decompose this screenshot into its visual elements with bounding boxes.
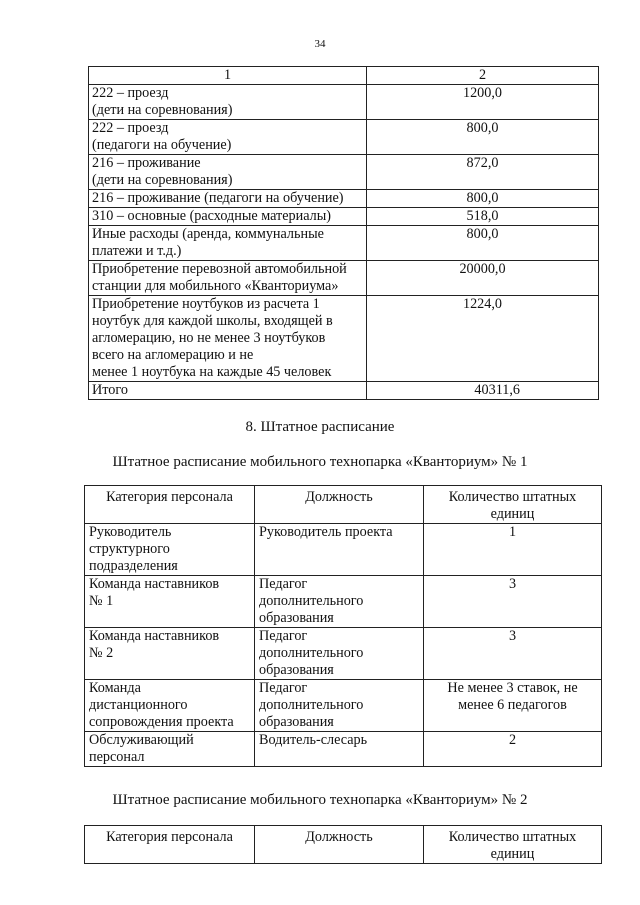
cell-line: Не менее 3 ставок, не bbox=[447, 680, 578, 696]
staff-category bbox=[85, 524, 255, 576]
staff-count bbox=[424, 524, 602, 576]
table-row bbox=[85, 524, 602, 576]
expense-value: 1224,0 bbox=[367, 296, 599, 382]
staff-position bbox=[255, 628, 424, 680]
cell-line: Педагог bbox=[259, 576, 308, 592]
header-line: единиц bbox=[490, 846, 535, 862]
expense-item bbox=[89, 85, 367, 120]
table-row bbox=[89, 155, 599, 190]
header-line: Категория персонала bbox=[106, 489, 233, 505]
total-row bbox=[89, 382, 599, 400]
header-line: Должность bbox=[305, 829, 373, 845]
staff-category bbox=[85, 732, 255, 767]
header-line: Количество штатных bbox=[448, 489, 577, 505]
expense-item-line: платежи и т.д.) bbox=[92, 243, 182, 259]
header-position bbox=[255, 826, 424, 864]
cell-line: структурного bbox=[89, 541, 170, 557]
header-line: единиц bbox=[490, 506, 535, 522]
expense-item-line: 222 – проезд bbox=[92, 85, 169, 101]
cell-line: персонал bbox=[89, 749, 145, 765]
table-row bbox=[89, 190, 599, 208]
expense-item-line: Приобретение перевозной автомобильной bbox=[92, 261, 347, 277]
cell-line: 3 bbox=[508, 628, 517, 644]
cell-line: 3 bbox=[508, 576, 517, 592]
header-line: Количество штатных bbox=[448, 829, 577, 845]
cell-line: Команда наставников bbox=[89, 628, 220, 644]
cell-line: дополнительного bbox=[259, 593, 364, 609]
cell-line: Обслуживающий bbox=[89, 732, 194, 748]
staff-count bbox=[424, 576, 602, 628]
cell-line: 1 bbox=[508, 524, 517, 540]
staff-position bbox=[255, 524, 424, 576]
total-value: 40311,6 bbox=[367, 382, 599, 400]
expense-item bbox=[89, 155, 367, 190]
header-position bbox=[255, 486, 424, 524]
staff-position bbox=[255, 732, 424, 767]
cell-line: Педагог bbox=[259, 680, 308, 696]
expense-item-line: (педагоги на обучение) bbox=[92, 137, 232, 153]
staff-table-1-title: Штатное расписание мобильного технопарка «Кванториум» № 1 bbox=[112, 454, 528, 470]
expense-item bbox=[89, 120, 367, 155]
budget-header-row bbox=[89, 67, 599, 85]
staff-count bbox=[424, 628, 602, 680]
staff-count bbox=[424, 680, 602, 732]
cell-line: сопровождения проекта bbox=[89, 714, 234, 730]
cell-line: Команда наставников bbox=[89, 576, 220, 592]
expense-item-line: Приобретение ноутбуков из расчета 1 bbox=[92, 296, 320, 312]
expense-item-line: (дети на соревнования) bbox=[92, 102, 233, 118]
expense-item bbox=[89, 190, 367, 208]
table-row bbox=[89, 85, 599, 120]
expense-value: 800,0 bbox=[367, 120, 599, 155]
staff-count bbox=[424, 732, 602, 767]
budget-table bbox=[88, 66, 599, 400]
expense-item-line: всего на агломерацию и не bbox=[92, 347, 254, 363]
cell-line: дополнительного bbox=[259, 645, 364, 661]
expense-value: 518,0 bbox=[367, 208, 599, 226]
staff-table-2 bbox=[84, 825, 602, 864]
table-row bbox=[89, 226, 599, 261]
expense-value: 800,0 bbox=[367, 226, 599, 261]
staff-category bbox=[85, 680, 255, 732]
expense-value: 872,0 bbox=[367, 155, 599, 190]
cell-line: образования bbox=[259, 714, 334, 730]
table-row bbox=[85, 576, 602, 628]
staff-header-row bbox=[85, 486, 602, 524]
table-row bbox=[89, 120, 599, 155]
header-count bbox=[424, 826, 602, 864]
cell-line: 2 bbox=[508, 732, 517, 748]
expense-item-line: (дети на соревнования) bbox=[92, 172, 233, 188]
staff-category bbox=[85, 628, 255, 680]
table-row bbox=[85, 680, 602, 732]
header-line: Должность bbox=[305, 489, 373, 505]
expense-item bbox=[89, 261, 367, 296]
header-category bbox=[85, 486, 255, 524]
cell-line: Руководитель bbox=[89, 524, 172, 540]
cell-line: № 1 bbox=[89, 593, 114, 609]
header-line: Категория персонала bbox=[106, 829, 233, 845]
expense-item-line: 216 – проживание (педагоги на обучение) bbox=[92, 190, 344, 206]
table-row bbox=[89, 296, 599, 382]
staff-table-2-title: Штатное расписание мобильного технопарка «Кванториум» № 2 bbox=[112, 792, 528, 808]
expense-value: 20000,0 bbox=[367, 261, 599, 296]
cell-line: дополнительного bbox=[259, 697, 364, 713]
cell-line: образования bbox=[259, 610, 334, 626]
staff-header-row bbox=[85, 826, 602, 864]
expense-value: 800,0 bbox=[367, 190, 599, 208]
budget-header-col-2: 2 bbox=[367, 67, 599, 85]
table-row bbox=[85, 628, 602, 680]
header-count bbox=[424, 486, 602, 524]
cell-line: менее 6 педагогов bbox=[458, 697, 567, 713]
expense-item-line: ноутбук для каждой школы, входящей в bbox=[92, 313, 333, 329]
expense-item-line: 216 – проживание bbox=[92, 155, 201, 171]
page-number: 34 bbox=[314, 38, 326, 50]
cell-line: Педагог bbox=[259, 628, 308, 644]
cell-line: Команда bbox=[89, 680, 141, 696]
budget-header-col-1: 1 bbox=[89, 67, 367, 85]
cell-line: дистанционного bbox=[89, 697, 188, 713]
staff-table-1 bbox=[84, 485, 602, 767]
table-row bbox=[85, 732, 602, 767]
expense-item bbox=[89, 226, 367, 261]
total-label: Итого bbox=[89, 382, 367, 400]
table-row bbox=[89, 208, 599, 226]
staff-category bbox=[85, 576, 255, 628]
cell-line: Водитель-слесарь bbox=[259, 732, 368, 748]
staff-position bbox=[255, 680, 424, 732]
expense-item bbox=[89, 208, 367, 226]
expense-item bbox=[89, 296, 367, 382]
section-title: 8. Штатное расписание bbox=[245, 419, 395, 435]
expense-item-line: агломерацию, но не менее 3 ноутбуков bbox=[92, 330, 326, 346]
expense-item-line: 310 – основные (расходные материалы) bbox=[92, 208, 331, 224]
expense-item-line: станции для мобильного «Кванториума» bbox=[92, 278, 339, 294]
cell-line: Руководитель проекта bbox=[259, 524, 393, 540]
cell-line: № 2 bbox=[89, 645, 114, 661]
table-row bbox=[89, 261, 599, 296]
header-category bbox=[85, 826, 255, 864]
expense-item-line: менее 1 ноутбука на каждые 45 человек bbox=[92, 364, 332, 380]
staff-position bbox=[255, 576, 424, 628]
cell-line: подразделения bbox=[89, 558, 178, 574]
expense-value: 1200,0 bbox=[367, 85, 599, 120]
expense-item-line: 222 – проезд bbox=[92, 120, 169, 136]
cell-line: образования bbox=[259, 662, 334, 678]
expense-item-line: Иные расходы (аренда, коммунальные bbox=[92, 226, 324, 242]
